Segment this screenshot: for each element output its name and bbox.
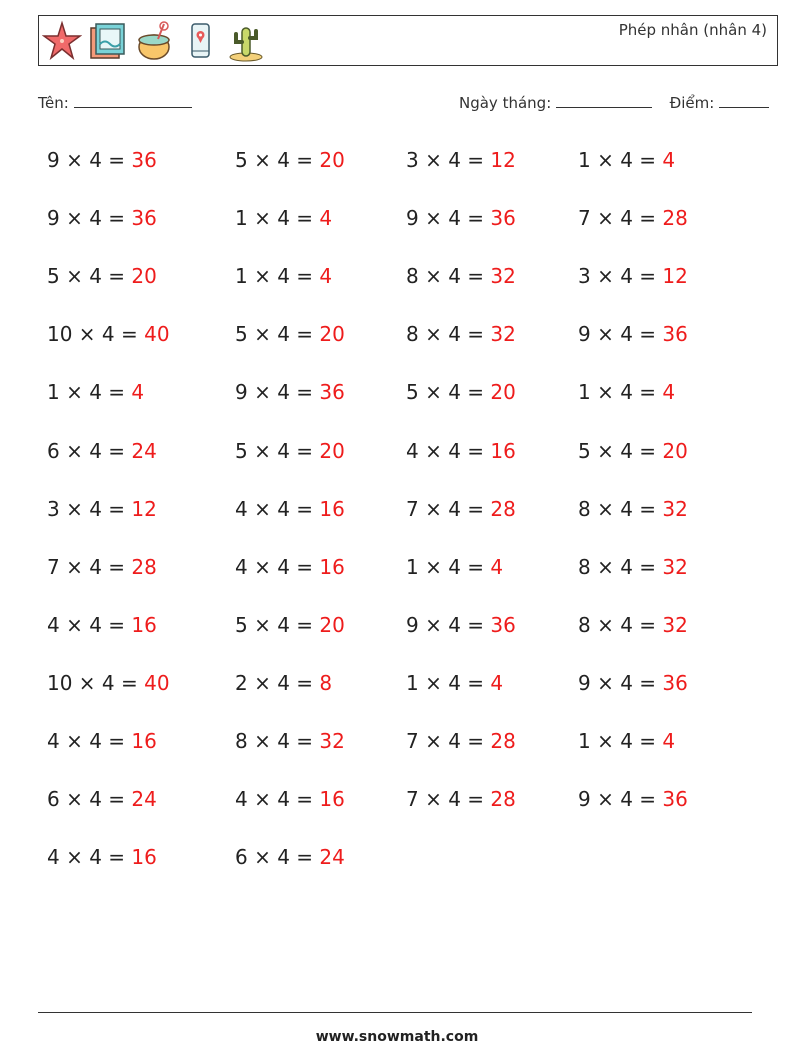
date-score-field [459, 93, 769, 112]
problem-answer: 16 [131, 612, 157, 637]
problem-item [406, 729, 516, 753]
name-label: Tên: [38, 94, 69, 112]
name-field [38, 93, 192, 112]
problem-question: 5 × 4 = [578, 438, 663, 463]
problem-answer: 32 [319, 729, 345, 753]
problem-answer: 28 [490, 729, 516, 753]
problem-answer: 24 [131, 787, 157, 812]
problem-answer: 4 [662, 380, 676, 405]
problem-item [578, 439, 688, 463]
problem-question: 9 × 4 = [578, 787, 663, 812]
problem-item [578, 613, 688, 637]
problem-item [47, 497, 157, 521]
problem-item [47, 148, 157, 172]
problem-question: 4 × 4 = [235, 496, 320, 521]
problem-item [235, 497, 345, 521]
problem-question: 3 × 4 = [406, 148, 491, 172]
footer-divider [38, 1012, 752, 1013]
problem-item [47, 380, 144, 404]
problem-item [235, 322, 345, 346]
problem-item [578, 264, 688, 288]
problem-answer: 36 [662, 322, 688, 347]
problem-item [406, 497, 516, 521]
problem-answer: 16 [131, 845, 157, 870]
problem-answer: 4 [131, 380, 145, 405]
problem-answer: 32 [490, 264, 516, 289]
problem-question: 5 × 4 = [235, 148, 320, 172]
header-box [38, 15, 778, 66]
problem-answer: 20 [319, 612, 345, 637]
problem-question: 5 × 4 = [235, 322, 320, 347]
problem-answer: 28 [131, 554, 157, 579]
problem-answer: 24 [319, 845, 345, 870]
problem-answer: 40 [144, 322, 170, 347]
problem-answer: 28 [662, 206, 688, 231]
problem-item [406, 671, 503, 695]
problem-question: 1 × 4 = [406, 670, 491, 695]
problem-answer: 16 [131, 729, 157, 753]
problem-item [47, 322, 170, 346]
problem-question: 5 × 4 = [47, 264, 132, 289]
problem-item [406, 206, 516, 230]
problem-answer: 20 [319, 438, 345, 463]
problem-answer: 28 [490, 496, 516, 521]
problem-item [235, 729, 345, 753]
problem-answer: 8 [319, 670, 333, 695]
problem-answer: 20 [490, 380, 516, 405]
problem-answer: 4 [490, 670, 504, 695]
problem-question: 8 × 4 = [406, 264, 491, 289]
problem-question: 9 × 4 = [578, 322, 663, 347]
problem-question: 7 × 4 = [406, 496, 491, 521]
problem-answer: 36 [131, 206, 157, 231]
problem-question: 9 × 4 = [578, 670, 663, 695]
problem-question: 8 × 4 = [235, 729, 320, 753]
problem-item [406, 380, 516, 404]
problem-answer: 16 [319, 496, 345, 521]
problem-item [235, 148, 345, 172]
problem-item [406, 264, 516, 288]
problem-answer: 20 [319, 148, 345, 172]
problem-question: 1 × 4 = [235, 206, 320, 231]
problem-item [47, 787, 157, 811]
problem-answer: 16 [490, 438, 516, 463]
problem-answer: 4 [662, 729, 676, 753]
problem-item [578, 148, 675, 172]
problem-item [47, 671, 170, 695]
problem-question: 5 × 4 = [235, 612, 320, 637]
problem-question: 7 × 4 = [578, 206, 663, 231]
problem-question: 1 × 4 = [578, 148, 663, 172]
problem-item [578, 555, 688, 579]
problem-question: 8 × 4 = [578, 554, 663, 579]
problem-question: 9 × 4 = [47, 148, 132, 172]
problem-question: 1 × 4 = [578, 380, 663, 405]
problem-item [47, 206, 157, 230]
problem-item [235, 264, 332, 288]
picture-frame-icon [88, 20, 128, 62]
problem-question: 6 × 4 = [47, 787, 132, 812]
problem-question: 8 × 4 = [406, 322, 491, 347]
problem-question: 9 × 4 = [47, 206, 132, 231]
problem-answer: 4 [319, 206, 333, 231]
problem-question: 8 × 4 = [578, 496, 663, 521]
problem-item [578, 206, 688, 230]
problem-question: 10 × 4 = [47, 670, 145, 695]
problem-answer: 36 [662, 670, 688, 695]
problem-question: 4 × 4 = [47, 729, 132, 753]
icon-strip [42, 20, 266, 62]
problem-question: 4 × 4 = [47, 612, 132, 637]
problem-question: 10 × 4 = [47, 322, 145, 347]
starfish-icon [42, 20, 82, 62]
date-label: Ngày tháng: [459, 94, 552, 112]
problem-question: 4 × 4 = [47, 845, 132, 870]
problem-item [235, 787, 345, 811]
problem-answer: 32 [490, 322, 516, 347]
problem-item [235, 439, 345, 463]
problem-answer: 32 [662, 554, 688, 579]
problem-item [47, 264, 157, 288]
problem-item [578, 322, 688, 346]
problem-question: 7 × 4 = [47, 554, 132, 579]
problem-question: 1 × 4 = [406, 554, 491, 579]
problem-answer: 20 [131, 264, 157, 289]
problem-item [235, 671, 332, 695]
problem-question: 7 × 4 = [406, 729, 491, 753]
problem-answer: 4 [662, 148, 676, 172]
problem-item [47, 555, 157, 579]
problem-answer: 12 [131, 496, 157, 521]
problem-question: 9 × 4 = [406, 612, 491, 637]
problem-item [578, 787, 688, 811]
problem-answer: 36 [131, 148, 157, 172]
problem-answer: 4 [319, 264, 333, 289]
problem-answer: 36 [490, 612, 516, 637]
problem-item [578, 497, 688, 521]
coconut-drink-icon [134, 20, 174, 62]
problem-item [235, 380, 345, 404]
problem-item [47, 729, 157, 753]
date-blank[interactable] [556, 93, 652, 108]
problem-question: 4 × 4 = [235, 787, 320, 812]
problem-item [578, 380, 675, 404]
problem-answer: 36 [490, 206, 516, 231]
problem-item [47, 613, 157, 637]
problem-item [406, 439, 516, 463]
problem-question: 9 × 4 = [235, 380, 320, 405]
problem-question: 1 × 4 = [235, 264, 320, 289]
problem-question: 4 × 4 = [235, 554, 320, 579]
problem-item [235, 206, 332, 230]
problem-question: 5 × 4 = [406, 380, 491, 405]
name-blank[interactable] [74, 93, 192, 108]
problem-answer: 32 [662, 496, 688, 521]
problem-item [47, 439, 157, 463]
problem-item [235, 613, 345, 637]
problem-answer: 12 [490, 148, 516, 172]
problem-item [406, 322, 516, 346]
problem-answer: 36 [662, 787, 688, 812]
problem-item [578, 729, 675, 753]
phone-location-icon [180, 20, 220, 62]
problem-answer: 16 [319, 554, 345, 579]
score-blank[interactable] [719, 93, 769, 108]
problem-question: 6 × 4 = [47, 438, 132, 463]
problem-question: 2 × 4 = [235, 670, 320, 695]
problem-question: 4 × 4 = [406, 438, 491, 463]
problem-answer: 28 [490, 787, 516, 812]
score-label: Điểm: [669, 94, 715, 112]
problem-question: 5 × 4 = [235, 438, 320, 463]
footer-url: www.snowmath.com [315, 1029, 479, 1045]
problem-question: 6 × 4 = [235, 845, 320, 870]
problem-item [235, 845, 345, 869]
worksheet-title: Phép nhân (nhân 4) [618, 21, 767, 39]
problem-answer: 36 [319, 380, 345, 405]
problem-question: 8 × 4 = [578, 612, 663, 637]
problem-answer: 12 [662, 264, 688, 289]
problem-question: 3 × 4 = [578, 264, 663, 289]
problem-question: 9 × 4 = [406, 206, 491, 231]
problem-question: 1 × 4 = [578, 729, 663, 753]
problem-answer: 40 [144, 670, 170, 695]
problem-answer: 20 [319, 322, 345, 347]
problem-item [406, 555, 503, 579]
problem-item [406, 613, 516, 637]
problem-item [235, 555, 345, 579]
problem-answer: 4 [490, 554, 504, 579]
problem-item [578, 671, 688, 695]
problem-question: 7 × 4 = [406, 787, 491, 812]
cactus-icon [226, 20, 266, 62]
problem-answer: 16 [319, 787, 345, 812]
problem-answer: 24 [131, 438, 157, 463]
problem-item [47, 845, 157, 869]
problem-question: 3 × 4 = [47, 496, 132, 521]
problem-answer: 20 [662, 438, 688, 463]
problem-item [406, 787, 516, 811]
problem-question: 1 × 4 = [47, 380, 132, 405]
problem-item [406, 148, 516, 172]
problem-answer: 32 [662, 612, 688, 637]
